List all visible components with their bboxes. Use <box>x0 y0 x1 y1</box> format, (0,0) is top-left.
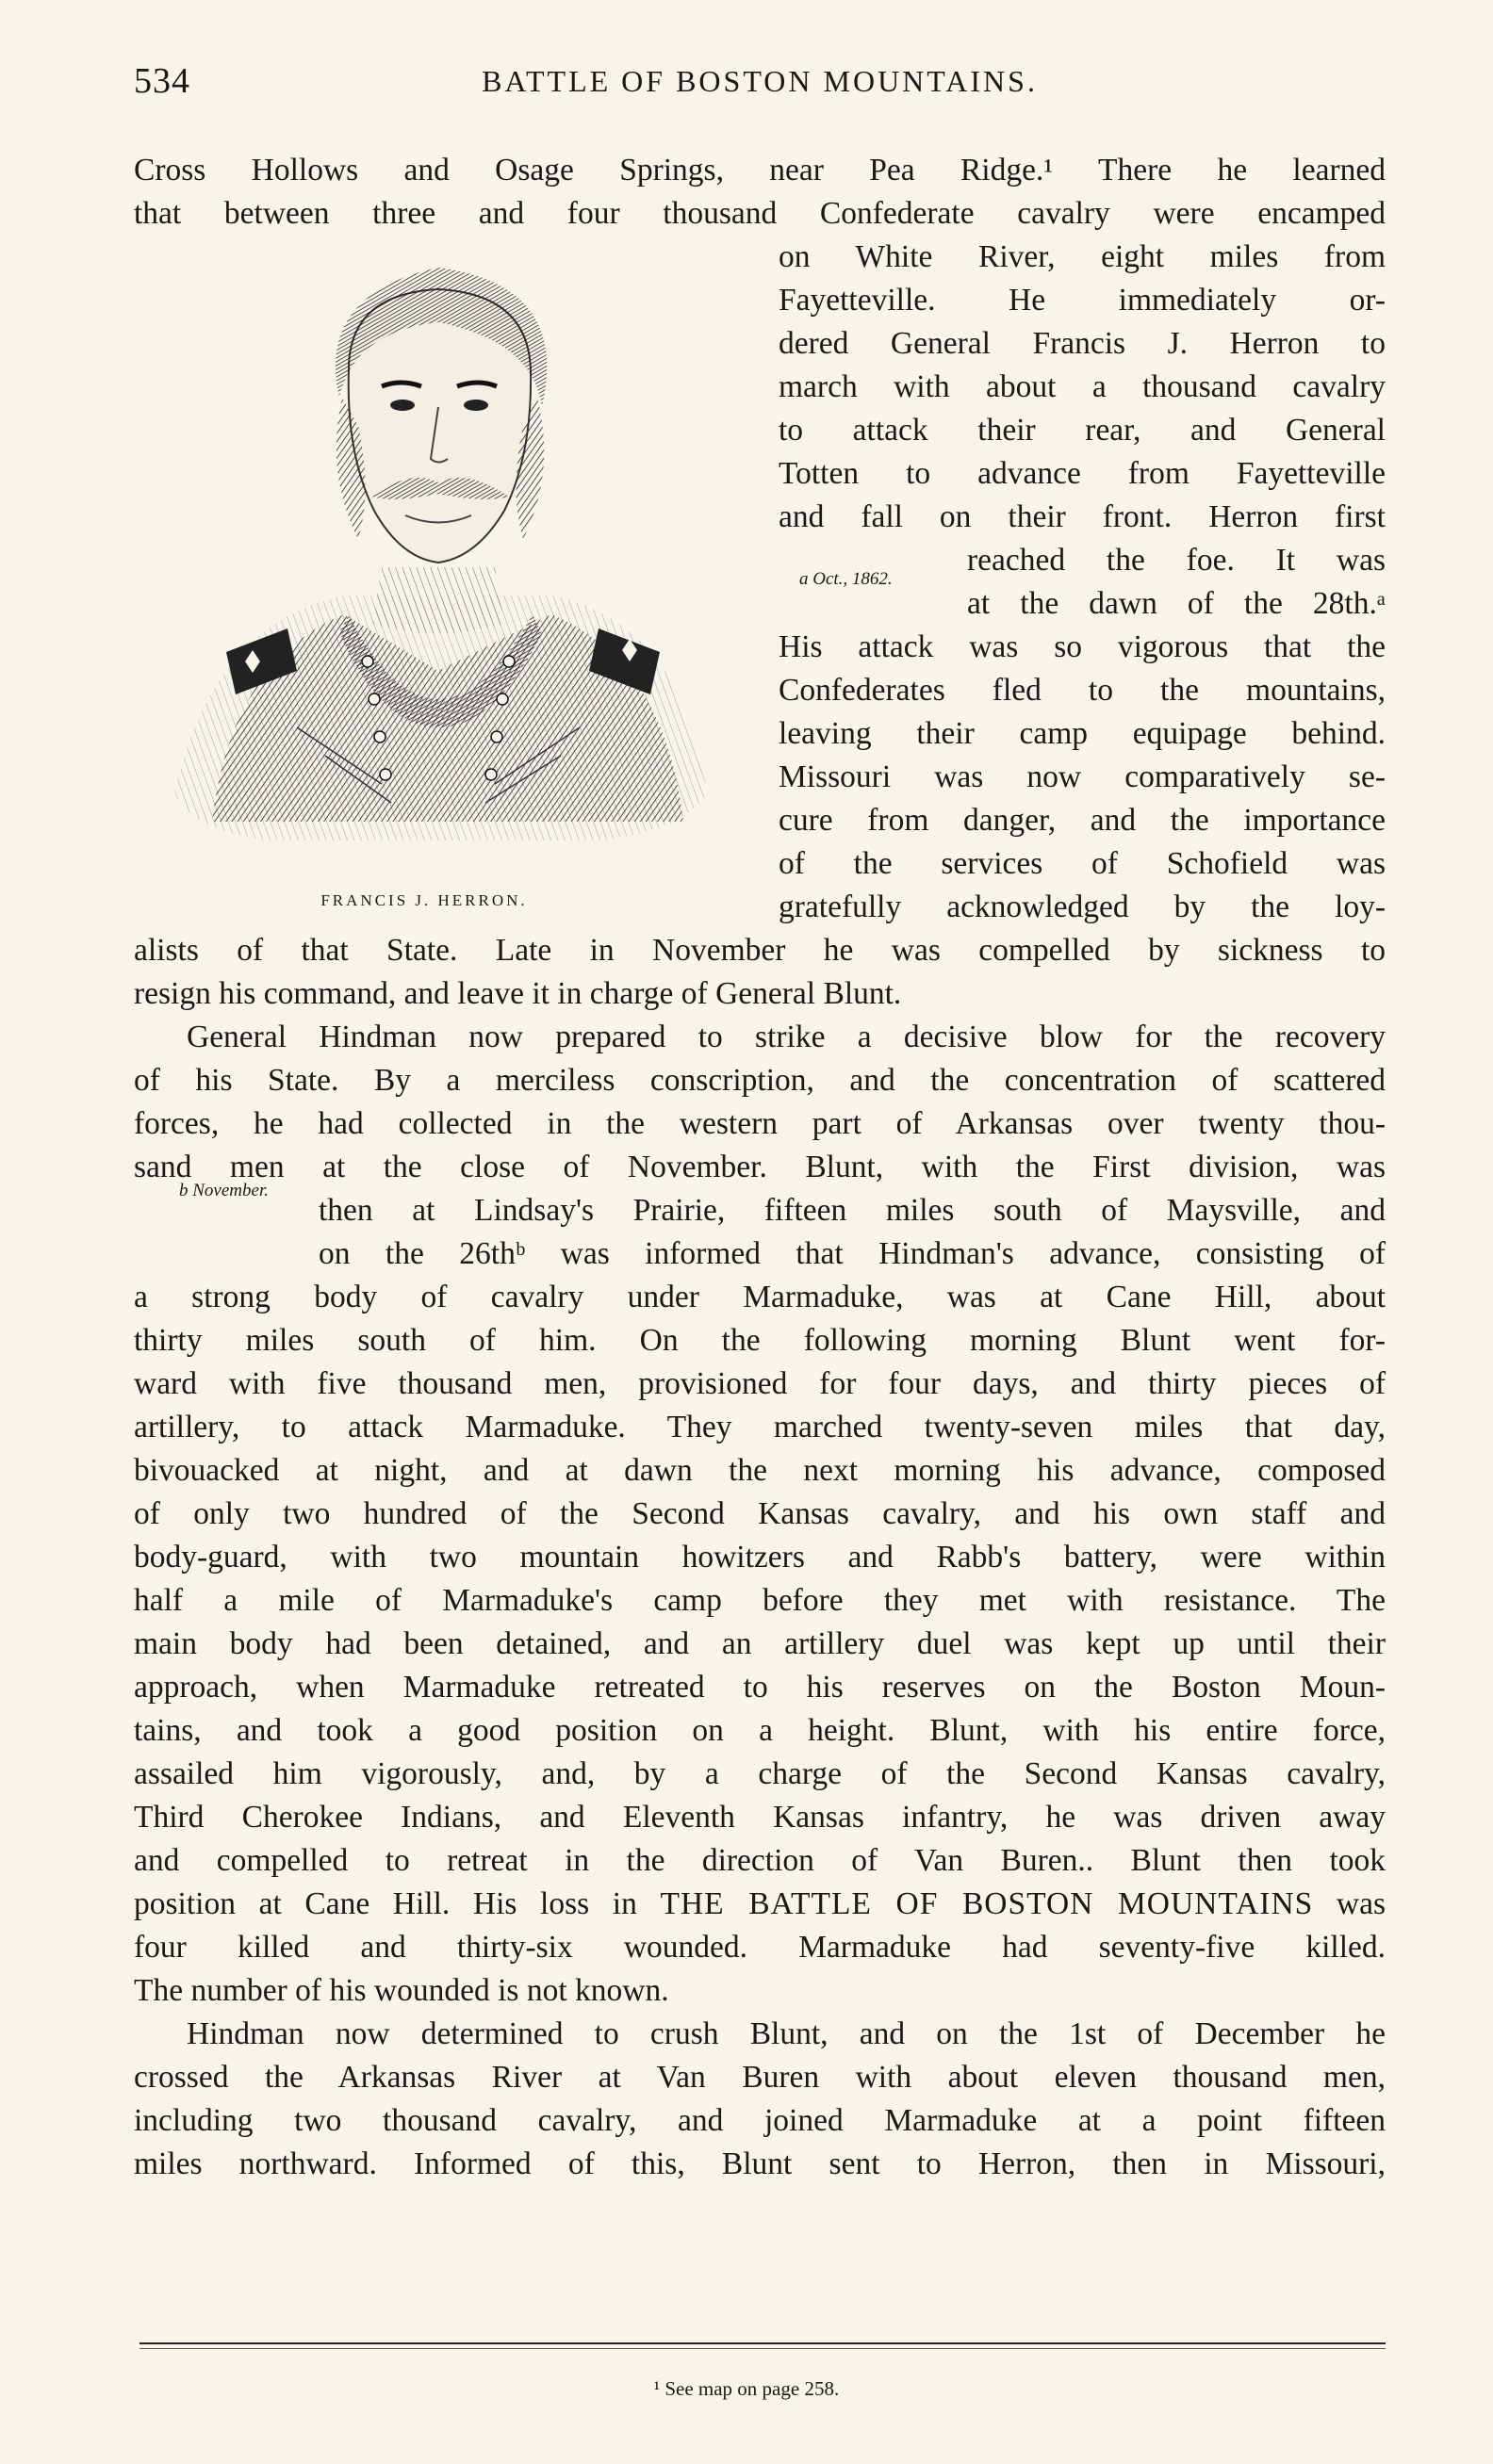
text-line: The number of his wounded is not known. <box>134 1973 669 2008</box>
text-line: dered General Francis J. Herron to <box>779 326 1386 361</box>
footnote: ¹ See map on page 258. <box>653 2377 840 2400</box>
text-line: His attack was so vigorous that the <box>779 629 1386 664</box>
text-line: bivouacked at night, and at dawn the next morning his advance, composed <box>134 1453 1386 1488</box>
text-line: of the services of Schofield was <box>779 846 1386 881</box>
text-line: to attack their rear, and General <box>779 413 1386 448</box>
body-text-beside-portrait <box>779 236 1386 929</box>
text-line: of his State. By a merciless conscription, and the concentration of scattered <box>134 1063 1386 1098</box>
text-line: resign his command, and leave it in charge of General Blunt. <box>134 976 902 1011</box>
text-line: including two thousand cavalry, and joined Marmaduke at a point fifteen <box>134 2103 1386 2138</box>
text-line: cure from danger, and the importance <box>779 803 1386 838</box>
text-line: on the 26thᵇ was informed that Hindman's advance, consisting of <box>319 1236 1386 1271</box>
text-line: leaving their camp equipage behind. <box>779 716 1386 751</box>
text-line: Third Cherokee Indians, and Eleventh Kansas infantry, he was driven away <box>134 1800 1386 1835</box>
footnote-divider <box>139 2342 1386 2344</box>
text-line: on White River, eight miles from <box>779 239 1386 274</box>
text-segment: was <box>1336 1886 1386 1921</box>
text-line: approach, when Marmaduke retreated to his reserves on the Boston Moun- <box>134 1670 1386 1705</box>
text-line: of only two hundred of the Second Kansas cavalry, and his own staff and <box>134 1496 1386 1531</box>
text-line: body-guard, with two mountain howitzers and Rabb's battery, were within <box>134 1540 1386 1575</box>
body-text-full-2 <box>134 929 1386 2186</box>
portrait-caption: FRANCIS J. HERRON. <box>320 891 528 909</box>
text-line: half a mile of Marmaduke's camp before they met with resistance. The <box>134 1583 1386 1618</box>
text-line: at the dawn of the 28th.ᵃ <box>967 586 1386 621</box>
text-line: reached the foe. It was <box>967 543 1386 578</box>
text-line: General Hindman now prepared to strike a decisive blow for the recovery <box>187 1020 1386 1054</box>
text-line: Missouri was now comparatively se- <box>779 759 1386 794</box>
text-line: Cross Hollows and Osage Springs, near Pea Ridge.¹ There he learned <box>134 153 1386 188</box>
text-line: then at Lindsay's Prairie, fifteen miles south of Maysville, and <box>319 1193 1386 1228</box>
text-line: ward with five thousand men, provisioned for four days, and thirty pieces of <box>134 1366 1386 1401</box>
text-line: march with about a thousand cavalry <box>779 369 1386 404</box>
portrait-engraving <box>156 256 726 878</box>
page-header <box>134 60 1386 109</box>
text-line: tains, and took a good position on a height. Blunt, with his entire force, <box>134 1713 1386 1748</box>
text-line: a strong body of cavalry under Marmaduke, was at Cane Hill, about <box>134 1280 1386 1314</box>
text-line: crossed the Arkansas River at Van Buren with about eleven thousand men, <box>134 2060 1386 2095</box>
text-line: artillery, to attack Marmaduke. They marched twenty-seven miles that day, <box>134 1410 1386 1444</box>
page-number: 534 <box>134 61 190 101</box>
text-segment: position at Cane Hill. His loss in <box>134 1886 637 1921</box>
text-line: four killed and thirty-six wounded. Marmaduke had seventy-five killed. <box>134 1930 1386 1965</box>
text-line: main body had been detained, and an artillery duel was kept up until their <box>134 1626 1386 1661</box>
battle-title-small-caps: THE BATTLE OF BOSTON MOUNTAINS <box>660 1886 1314 1921</box>
text-line-with-small-caps <box>134 1883 1386 1926</box>
text-line: that between three and four thousand Confederate cavalry were encamped <box>134 196 1386 231</box>
text-line: gratefully acknowledged by the loy- <box>779 889 1386 924</box>
text-line: Confederates fled to the mountains, <box>779 673 1386 708</box>
body-text-full-1 <box>134 149 1386 236</box>
text-line: Totten to advance from Fayetteville <box>779 456 1386 491</box>
margin-note-oct: a Oct., 1862. <box>799 569 893 589</box>
text-line: and fall on their front. Herron first <box>779 499 1386 534</box>
text-line: and compelled to retreat in the direction of Van Buren.. Blunt then took <box>134 1843 1386 1878</box>
text-line: Hindman now determined to crush Blunt, and on the 1st of December he <box>187 2016 1386 2051</box>
text-line: forces, he had collected in the western part of Arkansas over twenty thou- <box>134 1106 1386 1141</box>
margin-note-nov: b November. <box>179 1181 269 1200</box>
text-line: alists of that State. Late in November he was compelled by sickness to <box>134 933 1386 968</box>
text-line: Fayetteville. He immediately or- <box>779 283 1386 318</box>
running-head: BATTLE OF BOSTON MOUNTAINS. <box>482 64 1038 98</box>
footnote-divider-thin <box>139 2348 1386 2349</box>
text-line: sand men at the close of November. Blunt, with the First division, was <box>134 1150 1386 1184</box>
text-line: assailed him vigorously, and, by a charge of the Second Kansas cavalry, <box>134 1756 1386 1791</box>
text-line: miles northward. Informed of this, Blunt sent to Herron, then in Missouri, <box>134 2146 1386 2181</box>
text-line: thirty miles south of him. On the following morning Blunt went for- <box>134 1323 1386 1358</box>
